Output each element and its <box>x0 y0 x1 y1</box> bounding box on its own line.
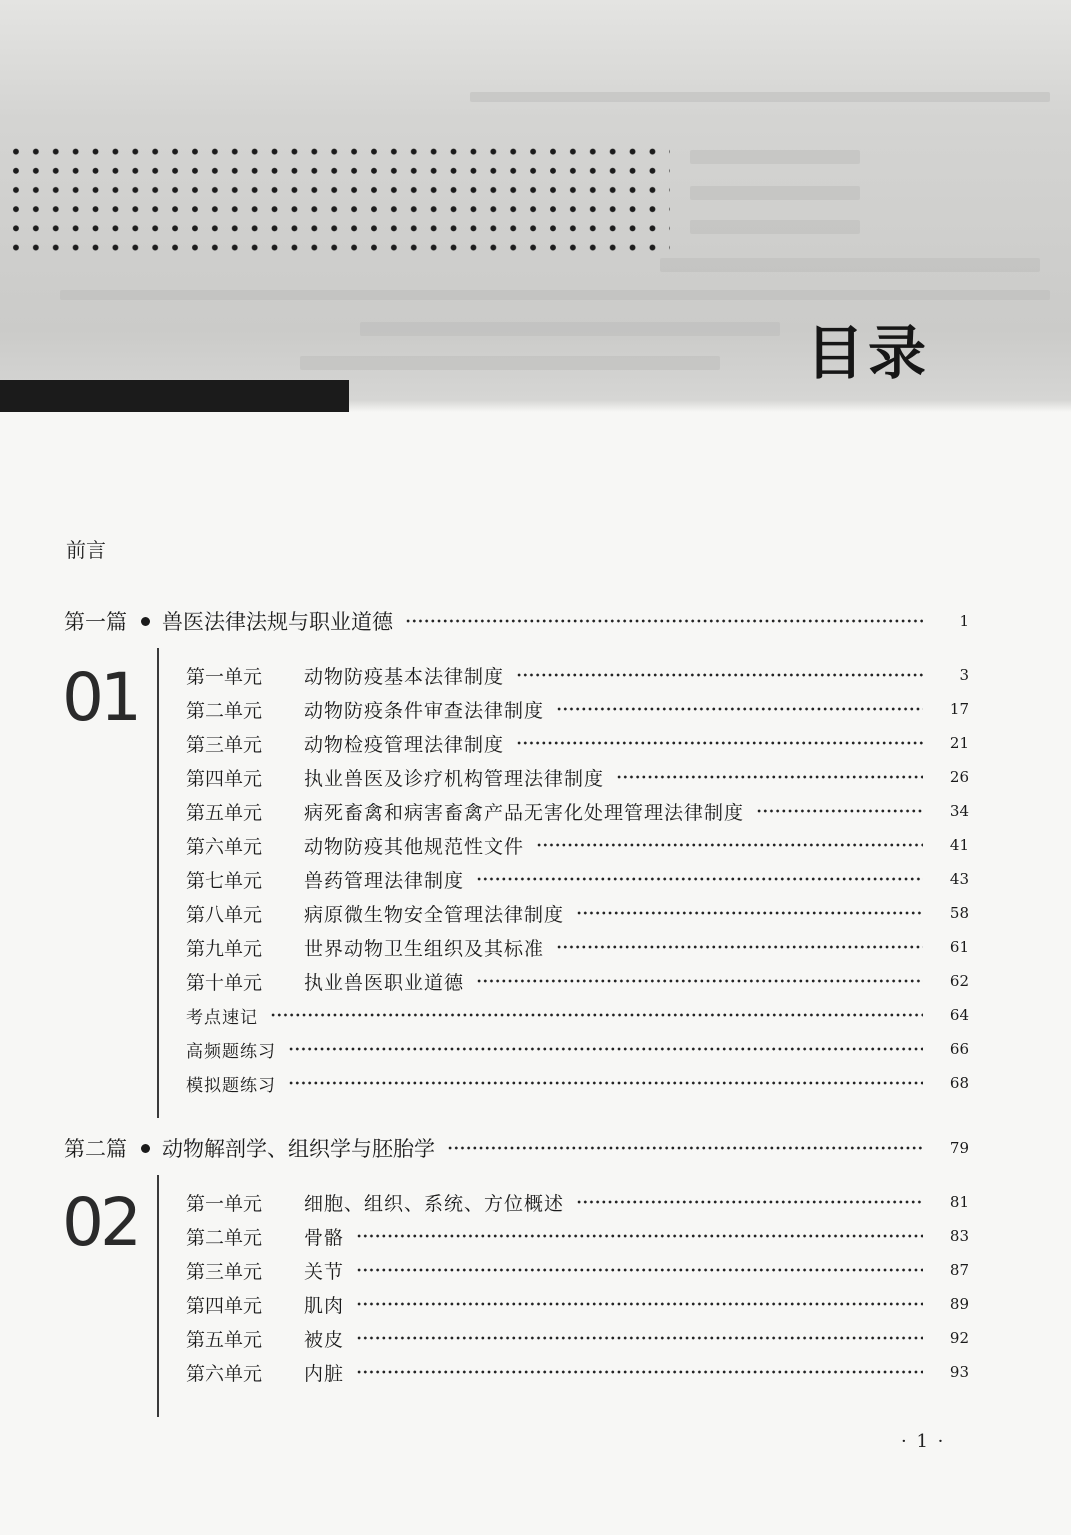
page-number: 64 <box>949 1006 969 1024</box>
part-title: 兽医法律法规与职业道德 <box>162 610 393 634</box>
dot-leader <box>356 1333 923 1343</box>
unit-label: 第三单元 <box>186 1260 263 1283</box>
unit-label: 第四单元 <box>186 767 263 790</box>
dot-leader <box>356 1299 923 1309</box>
page-number: 58 <box>949 904 969 922</box>
part-title: 动物解剖学、组织学与胚胎学 <box>162 1137 435 1161</box>
toc-entry[interactable] <box>186 964 969 998</box>
toc-entry[interactable] <box>186 726 969 760</box>
unit-label: 第四单元 <box>186 1294 263 1317</box>
toc-entry[interactable] <box>186 1321 969 1355</box>
unit-label: 第六单元 <box>186 1362 263 1385</box>
dot-leader <box>270 1010 923 1020</box>
unit-label: 第八单元 <box>186 903 263 926</box>
bullet-icon <box>141 617 150 626</box>
show-through-line <box>690 150 860 164</box>
unit-label: 第二单元 <box>186 699 263 722</box>
unit-label: 第五单元 <box>186 1328 263 1351</box>
unit-label: 第七单元 <box>186 869 263 892</box>
toc-entry[interactable] <box>186 862 969 896</box>
show-through-line <box>660 258 1040 272</box>
dot-leader <box>576 908 923 918</box>
dot-leader <box>288 1078 923 1088</box>
toc-entry[interactable] <box>186 1355 969 1389</box>
page-number: 41 <box>949 836 969 854</box>
dot-leader <box>516 670 923 680</box>
dot-leader <box>556 704 923 714</box>
toc-entry[interactable] <box>186 760 969 794</box>
part-label: 第一篇 <box>64 610 127 634</box>
entry-title: 考点速记 <box>186 1007 258 1028</box>
show-through-line <box>360 322 780 336</box>
show-through-line <box>470 92 1050 102</box>
toc-entry-review[interactable] <box>186 998 969 1032</box>
entry-title: 动物防疫基本法律制度 <box>304 665 505 688</box>
toc-entry[interactable] <box>186 896 969 930</box>
bullet-icon <box>141 1144 150 1153</box>
show-through-line <box>690 186 860 200</box>
dot-leader <box>405 616 923 626</box>
entry-title: 细胞、组织、系统、方位概述 <box>304 1192 565 1215</box>
dot-leader <box>516 738 923 748</box>
part-1-number: 01 <box>62 659 138 736</box>
unit-label: 第九单元 <box>186 937 263 960</box>
header-banner <box>0 0 1071 412</box>
part-1-divider <box>157 648 159 1118</box>
page-number: 92 <box>949 1329 969 1347</box>
show-through-line <box>690 220 860 234</box>
unit-label: 第一单元 <box>186 665 263 688</box>
part-1-entries <box>186 658 969 1100</box>
part-2-entries <box>186 1185 969 1389</box>
preface-entry[interactable]: 前言 <box>66 538 106 562</box>
toc-entry[interactable] <box>186 1253 969 1287</box>
dot-leader <box>536 840 923 850</box>
entry-title: 高频题练习 <box>186 1041 276 1062</box>
entry-title: 内脏 <box>304 1362 345 1385</box>
dot-leader <box>616 772 923 782</box>
toc-entry-practice[interactable] <box>186 1032 969 1066</box>
page-number: 62 <box>949 972 969 990</box>
entry-title: 病死畜禽和病害畜禽产品无害化处理管理法律制度 <box>304 801 745 824</box>
page-number: 83 <box>949 1227 969 1245</box>
part-2-divider <box>157 1175 159 1417</box>
toc-entry[interactable] <box>186 930 969 964</box>
unit-label: 第三单元 <box>186 733 263 756</box>
part-1-heading[interactable] <box>64 604 969 638</box>
page-number: 34 <box>949 802 969 820</box>
page-number: 61 <box>949 938 969 956</box>
page-number: 81 <box>949 1193 969 1211</box>
part-2-heading[interactable] <box>64 1131 969 1165</box>
unit-label: 第五单元 <box>186 801 263 824</box>
entry-title: 模拟题练习 <box>186 1075 276 1096</box>
unit-label: 第一单元 <box>186 1192 263 1215</box>
entry-title: 被皮 <box>304 1328 345 1351</box>
page-number: 21 <box>949 734 969 752</box>
unit-label: 第十单元 <box>186 971 263 994</box>
entry-title: 动物检疫管理法律制度 <box>304 733 505 756</box>
page-number: 89 <box>949 1295 969 1313</box>
dot-leader <box>476 874 923 884</box>
entry-title: 关节 <box>304 1260 345 1283</box>
page-number: 43 <box>949 870 969 888</box>
toc-entry[interactable] <box>186 658 969 692</box>
page-number: 87 <box>949 1261 969 1279</box>
page-number: 79 <box>949 1139 969 1157</box>
page-number: 1 <box>959 612 969 630</box>
unit-label: 第二单元 <box>186 1226 263 1249</box>
entry-title: 执业兽医及诊疗机构管理法律制度 <box>304 767 605 790</box>
toc-entry[interactable] <box>186 692 969 726</box>
entry-title: 骨骼 <box>304 1226 345 1249</box>
show-through-line <box>60 290 1050 300</box>
dot-leader <box>356 1231 923 1241</box>
part-label: 第二篇 <box>64 1137 127 1161</box>
dot-pattern <box>6 142 670 258</box>
dot-leader <box>756 806 923 816</box>
entry-title: 病原微生物安全管理法律制度 <box>304 903 565 926</box>
page-number: 26 <box>949 768 969 786</box>
page-number: 66 <box>949 1040 969 1058</box>
show-through-line <box>300 356 720 370</box>
page-title: 目录 <box>806 319 931 387</box>
dot-leader <box>576 1197 923 1207</box>
dot-leader <box>556 942 923 952</box>
page-number: 68 <box>949 1074 969 1092</box>
dot-leader <box>356 1265 923 1275</box>
part-2-number: 02 <box>62 1184 138 1261</box>
entry-title: 兽药管理法律制度 <box>304 869 465 892</box>
entry-title: 动物防疫其他规范性文件 <box>304 835 525 858</box>
page-folio: · 1 · <box>901 1431 946 1452</box>
entry-title: 肌肉 <box>304 1294 345 1317</box>
toc-entry-mock[interactable] <box>186 1066 969 1100</box>
header-black-bar <box>0 380 349 412</box>
dot-leader <box>476 976 923 986</box>
entry-title: 世界动物卫生组织及其标准 <box>304 937 545 960</box>
toc-entry[interactable] <box>186 1185 969 1219</box>
unit-label: 第六单元 <box>186 835 263 858</box>
entry-title: 执业兽医职业道德 <box>304 971 465 994</box>
toc-entry[interactable] <box>186 1287 969 1321</box>
entry-title: 动物防疫条件审查法律制度 <box>304 699 545 722</box>
dot-leader <box>288 1044 923 1054</box>
dot-leader <box>447 1143 923 1153</box>
page-number: 17 <box>949 700 969 718</box>
toc-entry[interactable] <box>186 1219 969 1253</box>
page-number: 93 <box>949 1363 969 1381</box>
toc-entry[interactable] <box>186 794 969 828</box>
page-number: 3 <box>959 666 969 684</box>
toc-entry[interactable] <box>186 828 969 862</box>
dot-leader <box>356 1367 923 1377</box>
